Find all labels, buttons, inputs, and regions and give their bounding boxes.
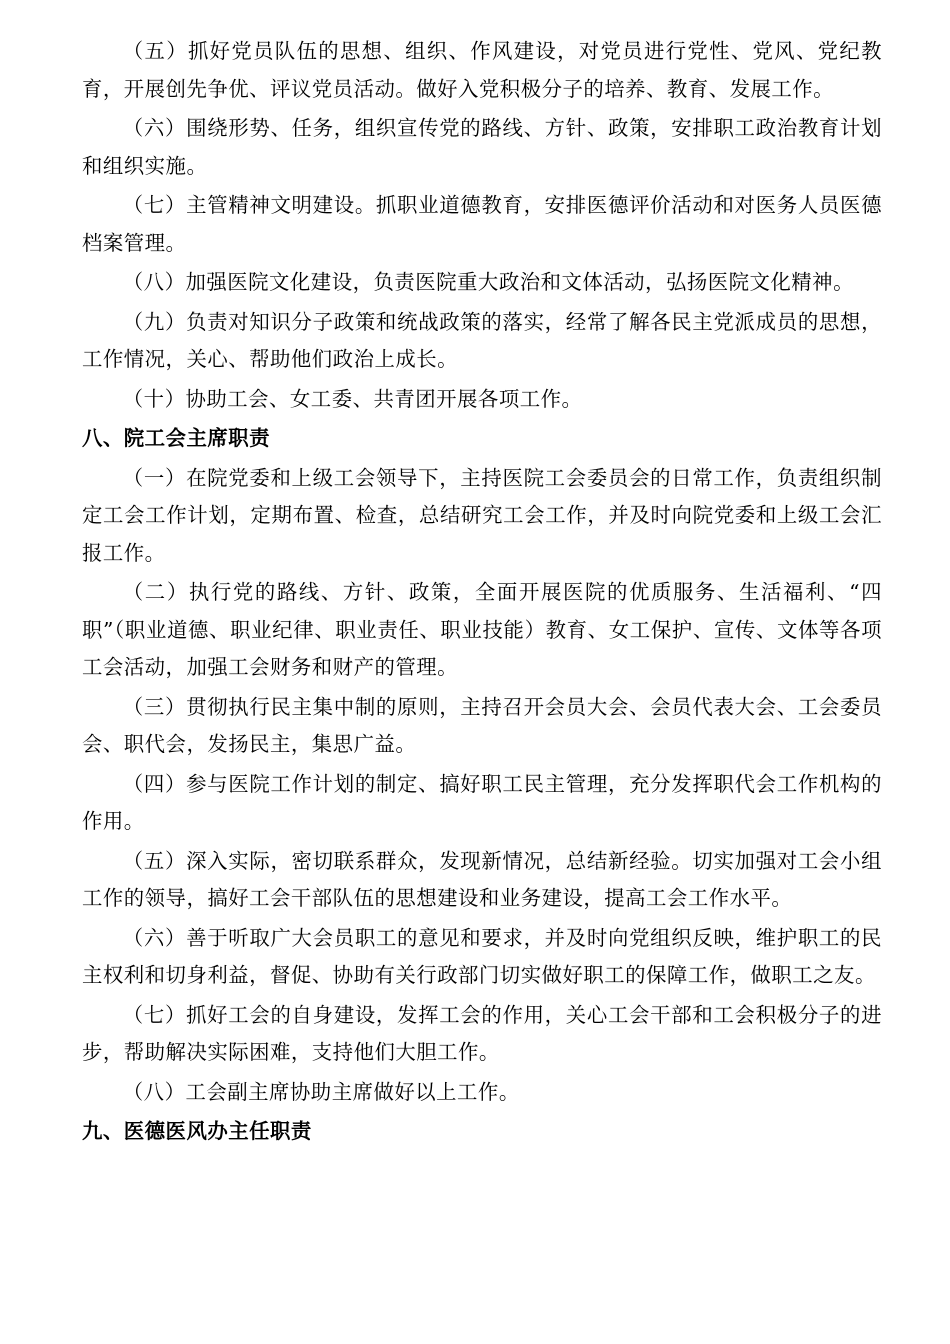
paragraph-union-groups: （五）深入实际，密切联系群众，发现新情况，总结新经验。切实加强对工会小组工作的领导，搞好工会干部队伍的思想建设和业务建设，提高工会工作水平。 <box>82 848 882 910</box>
paragraph-hospital-culture: （八）加强医院文化建设，负责医院重大政治和文体活动，弘扬医院文化精神。 <box>122 270 854 294</box>
section-heading-union-chair: 八、院工会主席职责 <box>82 426 271 450</box>
paragraph-union-activities: （二）执行党的路线、方针、政策，全面开展医院的优质服务、生活福利、“四职”（职业道德、职业纪律、职业责任、职业技能）教育、女工保护、宣传、文体等各项工会活动，加强工会财务和财产的管理。 <box>82 580 882 679</box>
paragraph-propaganda: （六）围绕形势、任务，组织宣传党的路线、方针、政策，安排职工政治教育计划和组织实施。 <box>82 116 882 178</box>
paragraph-union-daily-work: （一）在院党委和上级工会领导下，主持医院工会委员会的日常工作，负责组织制定工会工作计划，定期布置、检查，总结研究工会工作，并及时向院党委和上级工会汇报工作。 <box>82 465 882 565</box>
paragraph-union-self-building: （七）抓好工会的自身建设，发挥工会的作用，关心工会干部和工会积极分子的进步，帮助解决实际困难，支持他们大胆工作。 <box>82 1002 882 1064</box>
paragraph-assist-union: （十）协助工会、女工委、共青团开展各项工作。 <box>122 386 583 411</box>
paragraph-member-opinions: （六）善于听取广大会员职工的意见和要求，并及时向党组织反映，维护职工的民主权利和切身利益，督促、协助有关行政部门切实做好职工的保障工作，做职工之友。 <box>82 925 882 987</box>
paragraph-spiritual-civilization: （七）主管精神文明建设。抓职业道德教育，安排医德评价活动和对医务人员医德档案管理。 <box>82 193 882 255</box>
paragraph-united-front: （九）负责对知识分子政策和统战政策的落实，经常了解各民主党派成员的思想，工作情况，关心、帮助他们政治上成长。 <box>82 309 882 371</box>
paragraph-democratic-centralism: （三）贯彻执行民主集中制的原则，主持召开会员大会、会员代表大会、工会委员会、职代会，发扬民主，集思广益。 <box>82 694 882 756</box>
paragraph-party-member-team: （五）抓好党员队伍的思想、组织、作风建设，对党员进行党性、党风、党纪教育，开展创先争优、评议党员活动。做好入党积极分子的培养、教育、发展工作。 <box>82 39 882 101</box>
section-heading-medical-ethics-office: 九、医德医风办主任职责 <box>82 1119 312 1143</box>
document-body <box>82 33 882 1153</box>
paragraph-vice-chair: （八）工会副主席协助主席做好以上工作。 <box>122 1079 520 1104</box>
paragraph-democratic-management: （四）参与医院工作计划的制定、搞好职工民主管理，充分发挥职代会工作机构的作用。 <box>82 771 882 833</box>
